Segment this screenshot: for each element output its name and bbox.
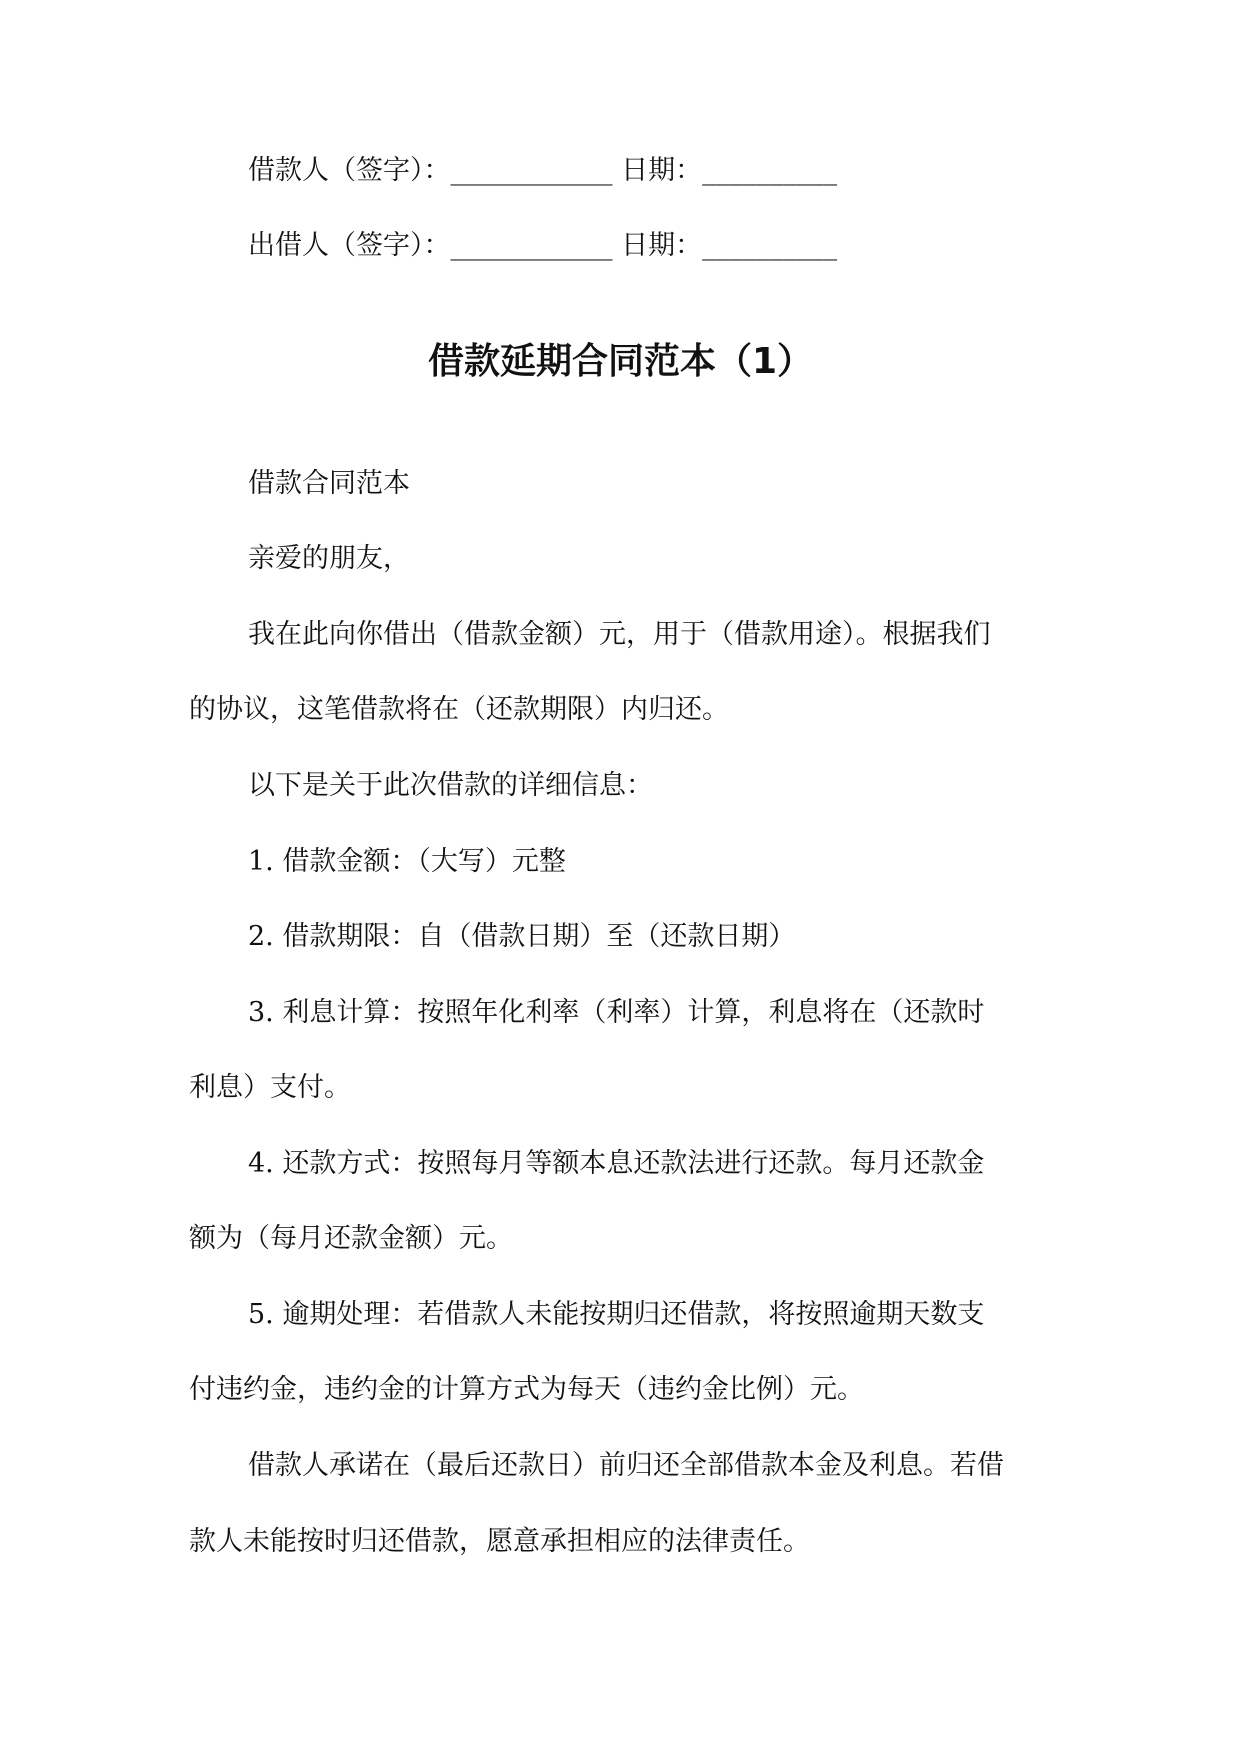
greeting: 亲爱的朋友， [248, 543, 410, 574]
document-title: 借款延期合同范本（1） [427, 341, 814, 382]
details-heading: 以下是关于此次借款的详细信息： [248, 770, 653, 801]
list-item-interest-line2: 利息）支付。 [189, 1072, 351, 1103]
lender-date-blank: __________ [702, 230, 838, 261]
lender-date-label: 日期： [612, 230, 703, 261]
lender-signature-blank: ____________ [450, 230, 613, 261]
lender-signature-row [248, 229, 837, 263]
list-item-loan-term: 2. 借款期限：自（借款日期）至（还款日期） [248, 921, 796, 952]
borrower-signature-blank: ____________ [450, 155, 613, 186]
list-item-repayment-line1: 4. 还款方式：按照每月等额本息还款法进行还款。每月还款金 [248, 1148, 985, 1179]
promise-paragraph-line2: 款人未能按时归还借款，愿意承担相应的法律责任。 [189, 1526, 810, 1557]
borrower-signature-label: 借款人（签字）： [248, 155, 451, 186]
intro-paragraph-line1: 我在此向你借出（借款金额）元，用于（借款用途）。根据我们 [248, 619, 991, 650]
list-item-interest-line1: 3. 利息计算：按照年化利率（利率）计算，利息将在（还款时 [248, 997, 985, 1028]
borrower-date-label: 日期： [612, 155, 703, 186]
lender-signature-label: 出借人（签字）： [248, 230, 451, 261]
borrower-signature-row [248, 154, 837, 188]
list-item-loan-amount: 1. 借款金额：（大写）元整 [248, 846, 566, 877]
list-item-overdue-line2: 付违约金，违约金的计算方式为每天（违约金比例）元。 [189, 1374, 864, 1405]
promise-paragraph-line1: 借款人承诺在（最后还款日）前归还全部借款本金及利息。若借 [248, 1450, 1004, 1481]
intro-paragraph-line2: 的协议，这笔借款将在（还款期限）内归还。 [189, 694, 729, 725]
borrower-date-blank: __________ [702, 155, 838, 186]
list-item-overdue-line1: 5. 逾期处理：若借款人未能按期归还借款，将按照逾期天数支 [248, 1299, 985, 1330]
document-subtitle: 借款合同范本 [248, 468, 410, 499]
list-item-repayment-line2: 额为（每月还款金额）元。 [189, 1223, 513, 1254]
